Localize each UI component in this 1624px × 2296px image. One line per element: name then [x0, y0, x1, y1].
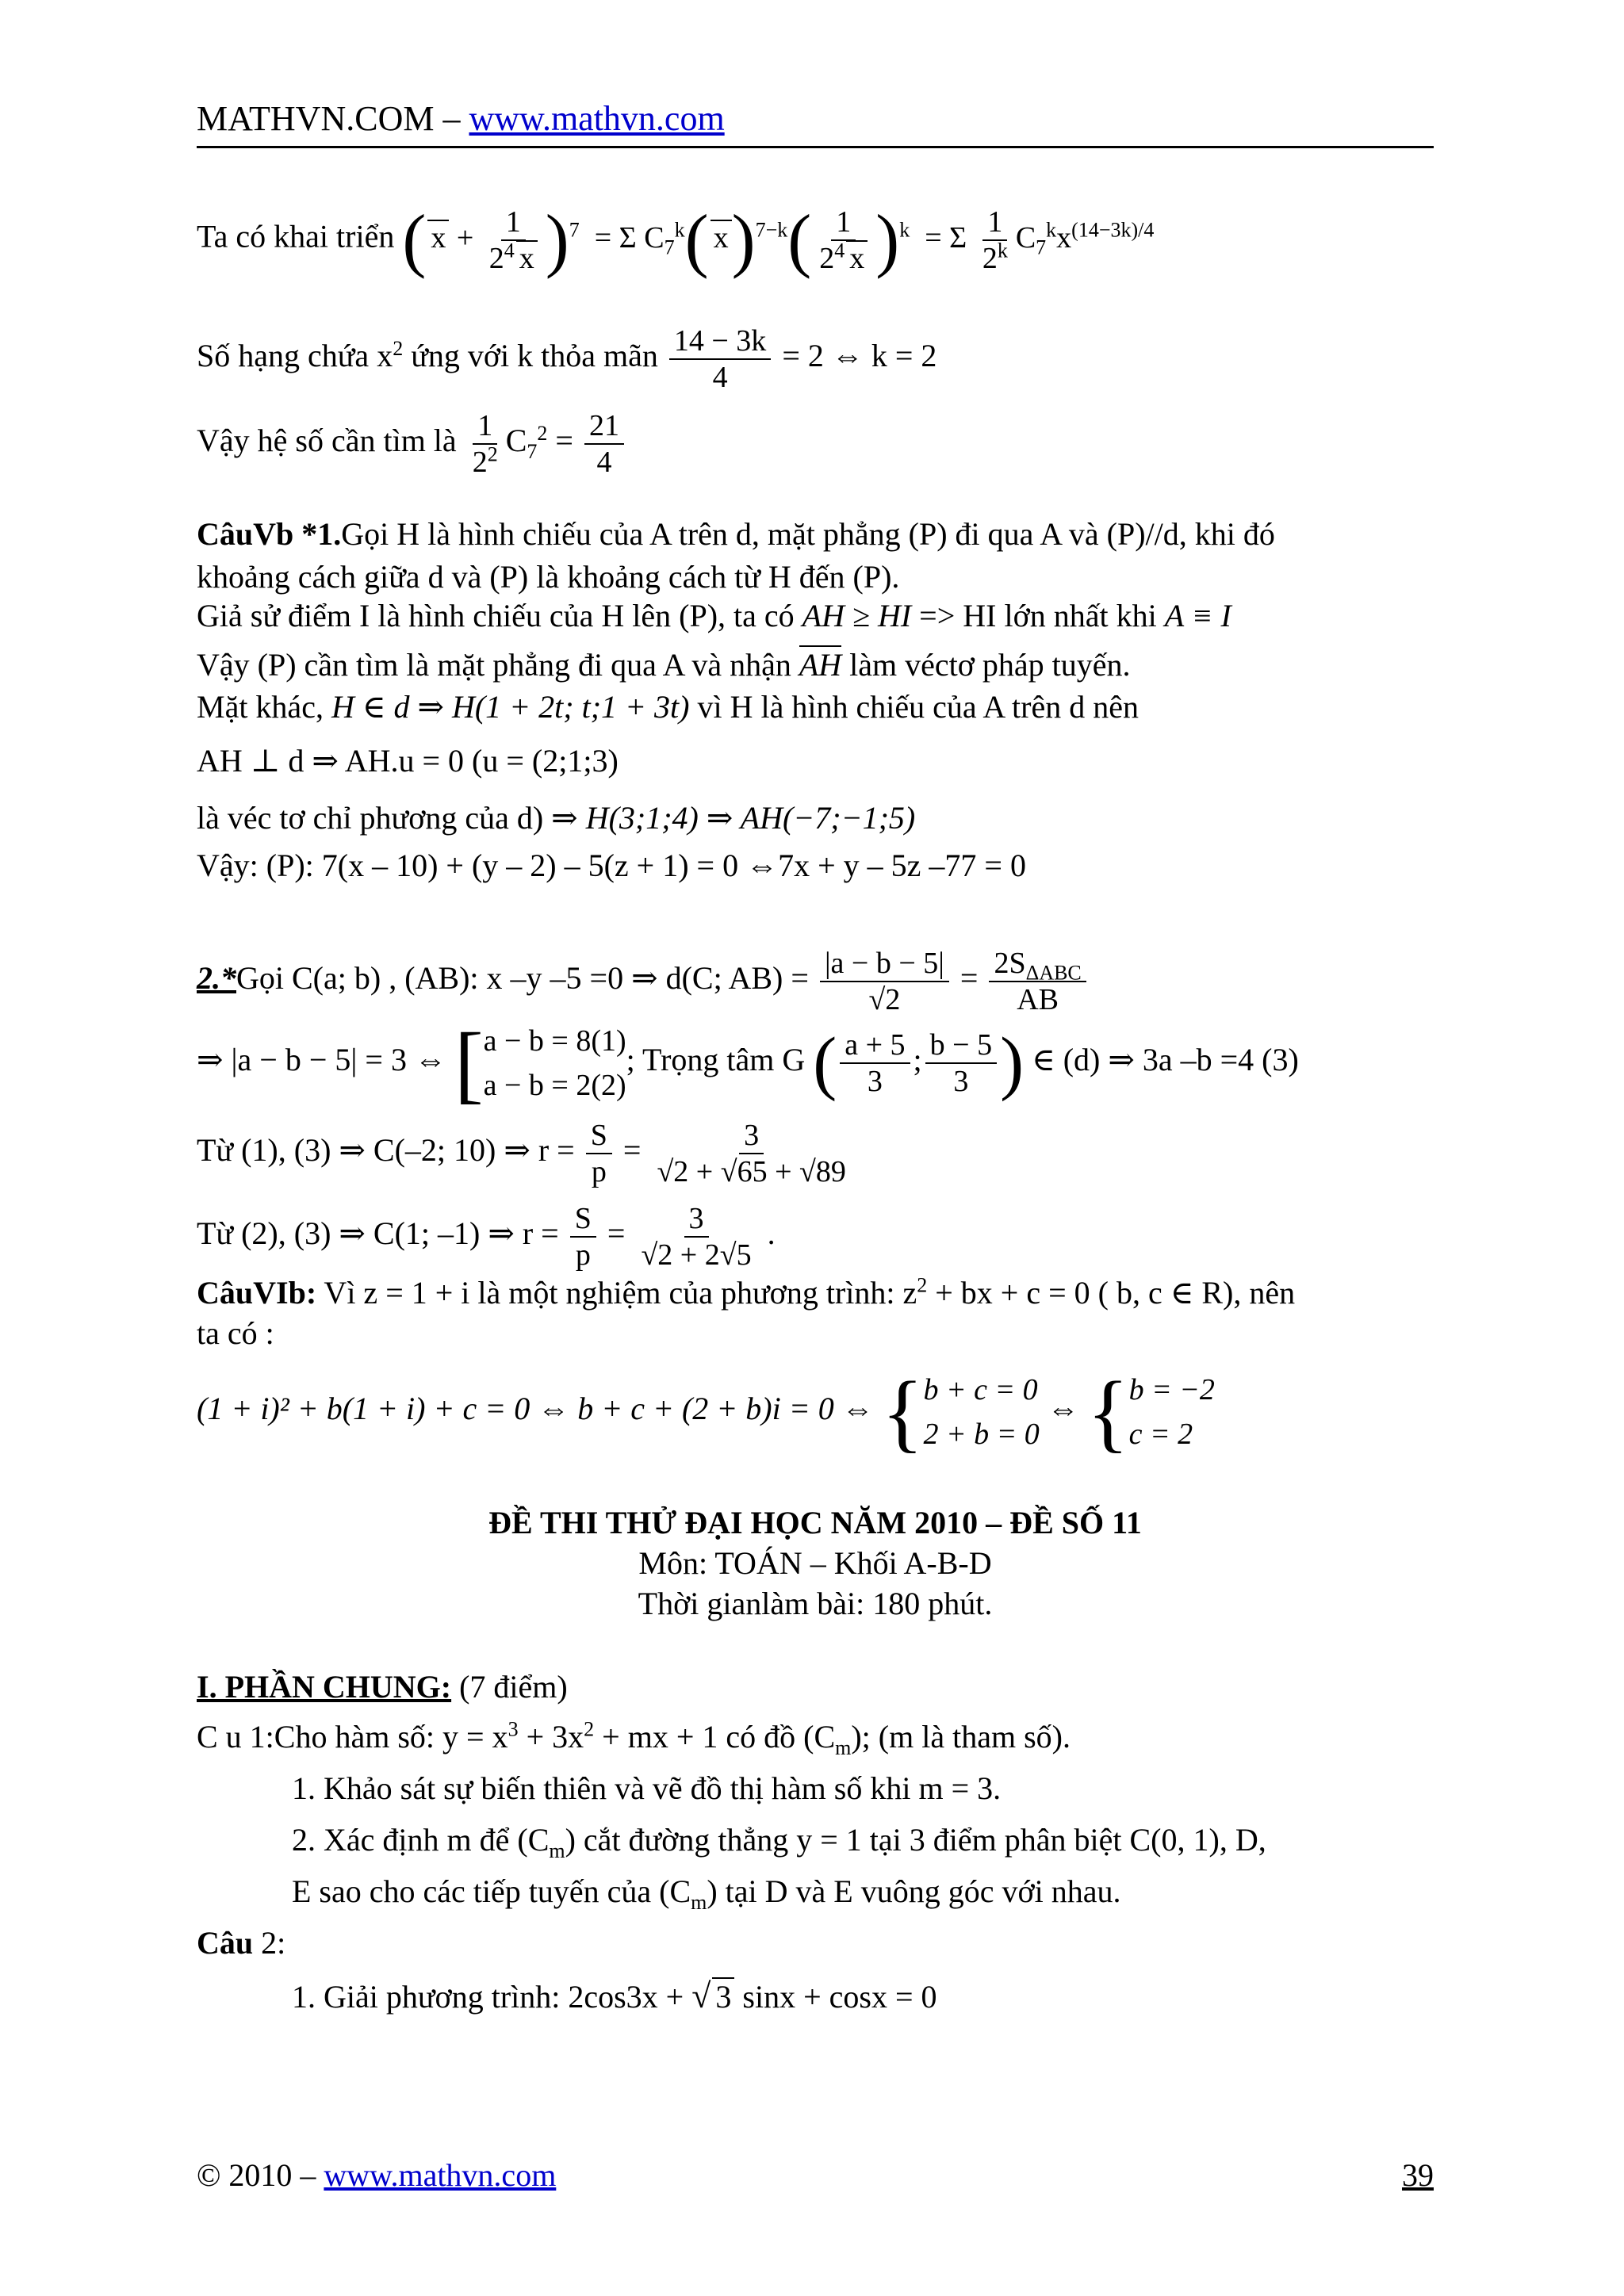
- cau1-item1: 1. Khảo sát sự biến thiên và vẽ đồ thị hàm số khi m = 3.: [292, 1770, 1002, 1806]
- cau2-item1c: sinx + cosx = 0: [734, 1979, 937, 2015]
- term-label2: ứng với k thỏa mãn: [403, 338, 666, 374]
- p2-text3a: Từ (1), (3) ⇒ C(–2; 10) ⇒ r =: [197, 1132, 583, 1169]
- p2-frac1-num: |a − b − 5|: [820, 946, 949, 982]
- expansion-line: [197, 201, 1155, 279]
- cau2-num: 2:: [253, 1925, 286, 1961]
- cauvib-line2: ta có :: [197, 1315, 274, 1351]
- p2-text2b: ; Trọng tâm G: [626, 1042, 814, 1078]
- p2-line2: ⇒ |a − b − 5| = 3 ⇔ [ a − b = 8(1) a − b = 2(2) ; Trọng tâm G ( $\frac{a + 5}{3}$ ; $\frac{b - 5}{3}$ ) ∈ (d) ⇒ 3a –b =4 (3): [197, 1015, 1299, 1112]
- p2-line3: Từ (1), (3) ⇒ C(–2; 10) ⇒ r = $\frac{S}{p}$ = $\frac{3}{√2 + √65 + √89}$: [197, 1118, 854, 1189]
- cauvib-line1: CâuVIb: Vì z = 1 + i là một nghiệm của phương trình: $z^2$ + bx + c = 0 ( b, c ∈ R), nên: [197, 1273, 1296, 1311]
- term-line: Số hạng chứa $x^2$ ứng với k thỏa mãn $\frac{14 - 3k}{4}$ = 2 ⇔ k = 2: [197, 324, 937, 394]
- cau1-item2b: ) cắt đường thẳng y = 1 tại 3 điểm phân biệt C(0, 1), D,: [565, 1822, 1266, 1858]
- p2-text1: Gọi C(a; b) , (AB): x –y –5 =0 ⇒ d(C; AB) =: [236, 960, 817, 997]
- cau2-sqrt3: 3: [712, 1977, 734, 2015]
- cauvib-r2: c = 2: [1128, 1418, 1193, 1451]
- exam-title: ĐỀ THI THỬ ĐẠI HỌC NĂM 2010 – ĐỀ SỐ 11: [488, 1505, 1142, 1540]
- p2-frac2-den: AB: [1017, 983, 1059, 1016]
- p2-text2c: ∈ (d) ⇒ 3a –b =4 (3): [1032, 1042, 1299, 1078]
- cauvb-line3: [197, 595, 1231, 637]
- cauvb-text5b: H ∈ d ⇒ H(1 + 2t; t;1 + 3t): [331, 689, 690, 725]
- expansion-formula: ( x + $\frac{1}{2^4 x}$ )$^7$ = Σ $C_7^k$( x)$^{7-k}$( $\frac{1}{2^4 x}$ )$^k$ = Σ $\frac{1}{2^k}$ $C_7^kx^{(14-3k)/4}$: [402, 201, 1155, 279]
- footer-copyright: © 2010 –: [197, 2157, 324, 2193]
- cauvib-iff: ⇔: [1047, 1391, 1079, 1427]
- cauvb-text4a: Vậy (P) cần tìm là mặt phẳng đi qua A và nhận: [197, 647, 799, 683]
- exam-subject: Môn: TOÁN – Khối A-B-D: [638, 1545, 992, 1581]
- cauvb-text3d: A ≡ I: [1164, 598, 1231, 633]
- footer-link[interactable]: www.mathvn.com: [324, 2157, 557, 2193]
- exam-time: Thời gianlàm bài: 180 phút.: [638, 1586, 993, 1621]
- cau2-item1a: 1. Giải phương trình: 2cos3x +: [292, 1979, 692, 2015]
- cau2-line: [197, 1923, 285, 1964]
- cau1-text-b: + 3x: [518, 1719, 584, 1755]
- cauvib-s1: b + c = 0: [923, 1373, 1038, 1406]
- p2-g-den: 3: [867, 1065, 883, 1098]
- p2-4-den: √2 + 2√5: [641, 1238, 752, 1272]
- p2-p: p: [591, 1155, 607, 1188]
- cauvb-text7b: H(3;1;4) ⇒ AH(−7;−1;5): [585, 800, 916, 836]
- cauvb-text4c: làm véctơ pháp tuyến.: [841, 647, 1131, 683]
- coef-label: Vậy hệ số cần tìm là: [197, 423, 465, 459]
- cauvb-text3b: AH ≥ HI: [802, 598, 912, 633]
- cauvib-r1: b = −2: [1128, 1373, 1215, 1406]
- cauvib-line3: (1 + i)² + b(1 + i) + c = 0 ⇔ b + c + (2 + b)i = 0 ⇔ { b + c = 0 2 + b = 0 ⇔ { b = −2 c = 2: [197, 1364, 1215, 1460]
- cauvib-s2: 2 + b = 0: [923, 1418, 1040, 1451]
- section-label: I. PHẦN CHUNG:: [197, 1669, 452, 1705]
- cau1-item2: 2. Xác định m để $(C_m)$ cắt đường thẳng y = 1 tại 3 điểm phân biệt C(0, 1), D,: [292, 1822, 1266, 1862]
- cau2-item1: 1. Giải phương trình: 2cos3x + √ 3 sinx + cosx = 0: [292, 1976, 937, 2015]
- cauvb-text3c: => HI lớn nhất khi: [911, 598, 1165, 633]
- cauvb-text7a: là véc tơ chỉ phương của d) ⇒: [197, 800, 586, 836]
- expansion-label: Ta có khai triển: [197, 218, 395, 254]
- cauvb-text5c: vì H là hình chiếu của A trên d nên: [689, 689, 1139, 725]
- p2-frac1-den: √2: [868, 983, 901, 1016]
- page-number: 39: [1402, 2157, 1434, 2193]
- cau1-text-d: ); (m là tham số).: [851, 1719, 1071, 1755]
- cauvb-line8: Vậy: (P): 7(x – 10) + (y – 2) – 5(z + 1) = 0 ⇔7x + y – 5z –77 = 0: [197, 848, 1026, 883]
- cauvb-line6: AH ⊥ d ⇒ AH.u = 0 (u = (2;1;3): [197, 743, 619, 779]
- cau1-text-c: + mx + 1 có đồ (C: [594, 1719, 836, 1755]
- p2-3-den: √2 + √65 + √89: [657, 1155, 846, 1188]
- cauvb-text4b: AH: [799, 647, 842, 683]
- p2-frac2-num: 2S: [994, 947, 1026, 980]
- coef-line: Vậy hệ số cần tìm là $\frac{1}{2^2}$ $C_7^2$ = $\frac{21}{4}$: [197, 408, 627, 480]
- term-label: Số hạng chứa x: [197, 338, 393, 374]
- cauvib-text1: Vì z = 1 + i là một nghiệm của phương trình: z: [316, 1275, 917, 1311]
- header-site: MATHVN.COM –: [197, 99, 469, 138]
- section-heading: [197, 1667, 568, 1708]
- cauvb-text3a: Giả sử điểm I là hình chiếu của H lên (P), ta có: [197, 598, 802, 633]
- p2-sys2: a − b = 2(2): [483, 1069, 626, 1102]
- cauvib-eq: (1 + i)² + b(1 + i) + c = 0 ⇔ b + c + (2 + b)i = 0 ⇔: [197, 1391, 874, 1427]
- p2-text4a: Từ (2), (3) ⇒ C(1; –1) ⇒ r =: [197, 1215, 567, 1252]
- p2-line4: Từ (2), (3) ⇒ C(1; –1) ⇒ r = $\frac{S}{p}$ = $\frac{3}{√2 + 2√5}$ .: [197, 1202, 776, 1272]
- p2-S: S: [586, 1118, 612, 1154]
- cauvb-line7: [197, 798, 915, 839]
- p2-g1-num: a + 5: [840, 1027, 910, 1064]
- term-eq: = 2 ⇔ k = 2: [782, 338, 937, 374]
- p2-label: 2.*: [197, 960, 236, 997]
- cau1-item2a: 2. Xác định m để (C: [292, 1822, 550, 1858]
- p2-sys1: a − b = 8(1): [483, 1024, 626, 1058]
- p2-line1: 2.*Gọi C(a; b) , (AB): x –y –5 =0 ⇒ d(C; AB) = $\frac{|a - b - 5|}{√2}$ = $\frac{2S_{\Delta ABC}}{AB}$: [197, 946, 1090, 1017]
- section-points: (7 điểm): [451, 1669, 568, 1705]
- cau1-item3a: E sao cho các tiếp tuyến của (C: [292, 1873, 691, 1909]
- cau1-item3: E sao cho các tiếp tuyến của $(C_m)$ tại D và E vuông góc với nhau.: [292, 1873, 1121, 1914]
- cauvb-line1: [197, 514, 1275, 555]
- cauvb-text1: Gọi H là hình chiếu của A trên d, mặt phẳng (P) đi qua A và (P)//d, khi đó: [341, 516, 1275, 552]
- cauvb-line2: khoảng cách giữa d và (P) là khoảng cách từ H đến (P).: [197, 559, 900, 595]
- cau1-item3b: ) tại D và E vuông góc với nhau.: [707, 1873, 1121, 1909]
- cau1-text: C u 1:Cho hàm số: y = x: [197, 1719, 508, 1755]
- cau1-line: C u 1:Cho hàm số: $y = x^3 + 3x^2$ + mx + 1 có đồ $(C_m)$; (m là tham số).: [197, 1717, 1071, 1759]
- cauvb-line4: [197, 645, 1131, 686]
- header-link[interactable]: www.mathvn.com: [469, 99, 725, 138]
- cauvb-label: CâuVb *1.: [197, 516, 342, 552]
- p2-g2-num: b − 5: [925, 1027, 997, 1064]
- p2-3-num: 3: [739, 1118, 764, 1154]
- cauvb-line5: [197, 687, 1139, 728]
- cau2-label: Câu: [197, 1925, 254, 1961]
- cauvb-text5a: Mặt khác,: [197, 689, 331, 725]
- page-body: [197, 0, 1434, 2296]
- p2-frac2-sub: ΔABC: [1025, 961, 1082, 985]
- p2-text2a: ⇒ |a − b − 5| = 3 ⇔: [197, 1042, 446, 1078]
- cauvib-text1b: + bx + c = 0 ( b, c ∈ R), nên: [927, 1275, 1296, 1311]
- cauvib-label: CâuVIb:: [197, 1275, 317, 1311]
- page-footer: [197, 2156, 1434, 2194]
